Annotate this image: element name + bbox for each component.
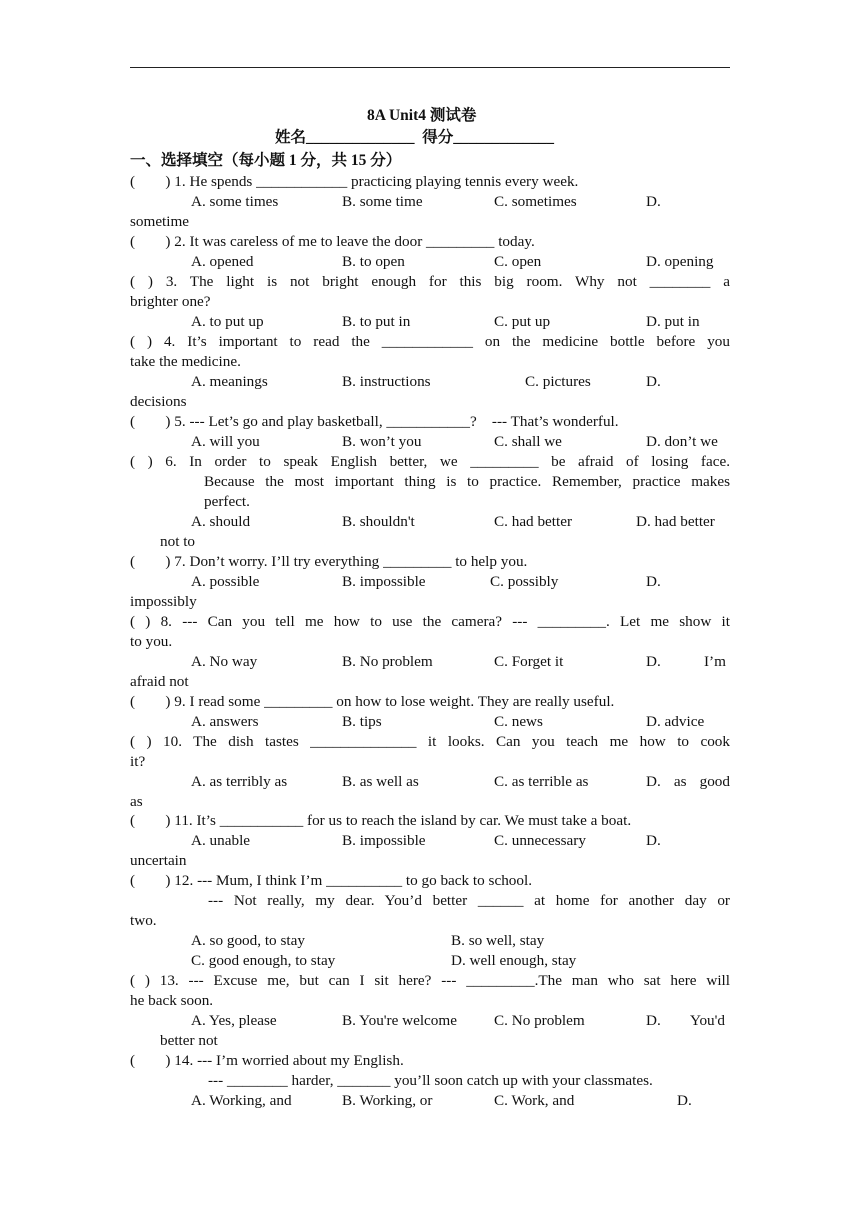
q6-option-d-cont: not to xyxy=(160,533,196,550)
q11-option-a: A. unable xyxy=(191,832,251,849)
q8-option-b: B. No problem xyxy=(342,653,433,670)
question-14-stem: ( ) 14. --- I’m worried about my English. xyxy=(130,1052,404,1069)
q3-option-c: C. put up xyxy=(494,313,551,330)
q9-option-a: A. answers xyxy=(191,713,259,730)
q6-option-c: C. had better xyxy=(494,513,573,530)
q13-option-c: C. No problem xyxy=(494,1012,585,1029)
question-13-stem-cont: he back soon. xyxy=(130,992,214,1009)
q1-option-b: B. some time xyxy=(342,193,423,210)
q11-option-d: D. xyxy=(646,832,661,849)
question-6-stem-cont-2: perfect. xyxy=(204,493,250,510)
question-11-stem: ( ) 11. It’s ___________ for us to reach the island by car. We must take a boat. xyxy=(130,812,632,829)
q4-option-d-cont: decisions xyxy=(130,393,187,410)
q4-option-c: C. pictures xyxy=(525,373,591,390)
q12-option-d: D. well enough, stay xyxy=(451,952,577,969)
q12-option-b: B. so well, stay xyxy=(451,932,545,949)
q8-option-a: A. No way xyxy=(191,653,258,670)
question-13-stem: ( ) 13. --- Excuse me, but can I sit here? --- _________.The man who sat here will xyxy=(130,972,730,989)
question-10-stem-cont: it? xyxy=(130,753,146,770)
question-12-stem-cont-2: two. xyxy=(130,912,157,929)
q9-option-d: D. advice xyxy=(646,713,705,730)
q9-option-b: B. tips xyxy=(342,713,382,730)
question-14-stem-cont: --- ________ harder, _______ you’ll soon catch up with your classmates. xyxy=(208,1072,653,1089)
question-2-stem: ( ) 2. It was careless of me to leave the door _________ today. xyxy=(130,233,535,250)
question-4-stem-cont: take the medicine. xyxy=(130,353,241,370)
q7-option-d: D. xyxy=(646,573,661,590)
section-heading: 一、选择填空（每小题 1 分，共 15 分） xyxy=(130,152,402,169)
q8-option-d-cont: afraid not xyxy=(130,673,189,690)
question-8-stem: ( ) 8. --- Can you tell me how to use the camera? --- _________. Let me show it xyxy=(130,613,730,630)
q9-option-c: C. news xyxy=(494,713,543,730)
question-1-stem: ( ) 1. He spends ____________ practicing playing tennis every week. xyxy=(130,173,579,190)
q7-option-d-cont: impossibly xyxy=(130,593,197,610)
q8-option-d: D. xyxy=(646,653,661,670)
question-10-stem: ( ) 10. The dish tastes ______________ it looks. Can you teach me how to cook xyxy=(130,733,730,750)
header-rule xyxy=(130,67,730,68)
q14-option-b: B. Working, or xyxy=(342,1092,433,1109)
q8-option-d-text: I’m xyxy=(704,653,726,670)
q4-option-b: B. instructions xyxy=(342,373,431,390)
question-6-stem: ( ) 6. In order to speak English better, we _________ be afraid of losing face. xyxy=(130,453,730,470)
q5-option-b: B. won’t you xyxy=(342,433,422,450)
q13-option-a: A. Yes, please xyxy=(191,1012,277,1029)
q10-option-a: A. as terribly as xyxy=(191,773,288,790)
q10-option-b: B. as well as xyxy=(342,773,419,790)
q10-option-d-cont: as xyxy=(130,793,143,810)
q12-option-a: A. so good, to stay xyxy=(191,932,305,949)
q7-option-b: B. impossible xyxy=(342,573,426,590)
q7-option-c: C. possibly xyxy=(490,573,559,590)
question-12-stem: ( ) 12. --- Mum, I think I’m __________ to go back to school. xyxy=(130,872,532,889)
question-3-stem-cont: brighter one? xyxy=(130,293,211,310)
page-title: 8A Unit4 测试卷 xyxy=(367,107,477,124)
q11-option-d-cont: uncertain xyxy=(130,852,187,869)
name-score-line: 姓名______________ 得分_____________ xyxy=(275,129,555,146)
q5-option-c: C. shall we xyxy=(494,433,562,450)
q6-option-a: A. should xyxy=(191,513,251,530)
question-8-stem-cont: to you. xyxy=(130,633,173,650)
question-3-stem: ( ) 3. The light is not bright enough for this big room. Why not ________ a xyxy=(130,273,730,290)
q14-option-a: A. Working, and xyxy=(191,1092,292,1109)
q5-option-a: A. will you xyxy=(191,433,260,450)
q2-option-b: B. to open xyxy=(342,253,405,270)
q11-option-c: C. unnecessary xyxy=(494,832,586,849)
q4-option-d: D. xyxy=(646,373,661,390)
question-7-stem: ( ) 7. Don’t worry. I’ll try everything _________ to help you. xyxy=(130,553,528,570)
q1-option-d-cont: sometime xyxy=(130,213,190,230)
q14-option-d: D. xyxy=(677,1092,692,1109)
q6-option-b: B. shouldn't xyxy=(342,513,415,530)
q14-option-c: C. Work, and xyxy=(494,1092,575,1109)
q3-option-a: A. to put up xyxy=(191,313,264,330)
q13-option-d: D. xyxy=(646,1012,661,1029)
q10-option-c: C. as terrible as xyxy=(494,773,589,790)
q2-option-d: D. opening xyxy=(646,253,714,270)
q13-option-d-cont: better not xyxy=(160,1032,218,1049)
q5-option-d: D. don’t we xyxy=(646,433,718,450)
question-9-stem: ( ) 9. I read some _________ on how to lose weight. They are really useful. xyxy=(130,693,615,710)
q11-option-b: B. impossible xyxy=(342,832,426,849)
q3-option-b: B. to put in xyxy=(342,313,411,330)
question-6-stem-cont-1: Because the most important thing is to practice. Remember, practice makes xyxy=(204,473,730,490)
q4-option-a: A. meanings xyxy=(191,373,268,390)
q1-option-a: A. some times xyxy=(191,193,279,210)
q2-option-a: A. opened xyxy=(191,253,254,270)
q1-option-d: D. xyxy=(646,193,661,210)
q13-option-d-text: You'd xyxy=(690,1012,725,1029)
question-12-stem-cont-1: --- Not really, my dear. You’d better ______ at home for another day or xyxy=(208,892,730,909)
question-4-stem: ( ) 4. It’s important to read the ____________ on the medicine bottle before you xyxy=(130,333,730,350)
q2-option-c: C. open xyxy=(494,253,542,270)
q3-option-d: D. put in xyxy=(646,313,700,330)
q13-option-b: B. You're welcome xyxy=(342,1012,457,1029)
q6-option-d: D. had better xyxy=(636,513,715,530)
q8-option-c: C. Forget it xyxy=(494,653,564,670)
q1-option-c: C. sometimes xyxy=(494,193,577,210)
q12-option-c: C. good enough, to stay xyxy=(191,952,336,969)
q7-option-a: A. possible xyxy=(191,573,260,590)
q10-option-d: D. as good xyxy=(646,773,730,790)
question-5-stem: ( ) 5. --- Let’s go and play basketball, ___________? --- That’s wonderful. xyxy=(130,413,619,430)
